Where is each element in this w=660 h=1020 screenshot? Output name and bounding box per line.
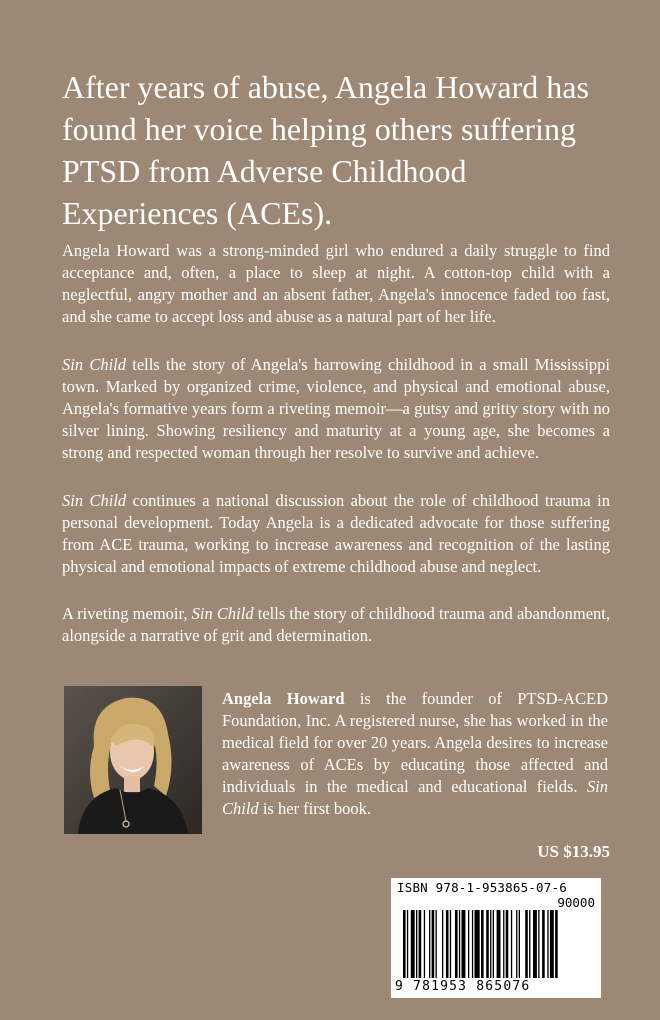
price: US $13.95 — [537, 842, 610, 861]
book-title: Sin Child — [62, 491, 127, 510]
author-portrait-image — [64, 686, 202, 834]
paragraph-text: tells the story of Angela's harrowing childhood in a small Mississippi town. Marked by organized crime, violence, and physical and emotional abuse, Angela's formative years form a riveting memoir—a gutsy and gritty story with no silver lining. Showing resiliency and maturity at a young age, she becomes a strong and respected woman through her resolve to survive and achieve. — [62, 355, 610, 462]
book-title: Sin Child — [191, 604, 254, 623]
headline: After years of abuse, Angela Howard has found her voice helping others suffering PTSD from Adverse Childhood Experiences (ACEs). — [62, 69, 589, 231]
isbn-barcode — [391, 878, 601, 998]
author-name: Angela Howard — [222, 689, 345, 708]
paragraph-lead: A riveting memoir, — [62, 604, 192, 623]
paragraph-text: tells the story of childhood trauma and abandonment, alongside a narrative of grit and determination. — [62, 604, 610, 645]
book-title: Sin Child — [222, 777, 608, 818]
description-paragraph-3 — [62, 490, 610, 578]
author-bio-text: is the founder of PTSD-ACED Foundation, Inc. A registered nurse, she has worked in the medical field for over 20 years. Angela desires to increase awareness of ACEs by educating those affected and individuals in the medical and educational fields. — [222, 689, 608, 796]
book-title: Sin Child — [62, 355, 126, 374]
ean-digits: 9 781953 865076 — [395, 979, 531, 994]
barcode-bars — [403, 910, 593, 978]
description-paragraph-1: Angela Howard was a strong-minded girl who endured a daily struggle to find acceptance and, often, a place to sleep at night. A cotton-top child with a neglectful, angry mother and an absent father, Angela's innocence faded too fast, and she came to accept loss and abuse as a natural part of her life. — [62, 241, 610, 326]
author-photo — [64, 686, 202, 834]
description-paragraph-4 — [62, 603, 610, 647]
author-bio — [222, 688, 608, 820]
paragraph-text: continues a national discussion about the role of childhood trauma in personal development. Today Angela is a dedicated advocate for those suffering from ACE trauma, working to increase awareness and recognition of the lasting physical and emotional impacts of extreme childhood abuse and neglect. — [62, 491, 610, 576]
addon-code: 90000 — [557, 895, 595, 910]
isbn-number: ISBN 978-1-953865-07-6 — [397, 880, 567, 895]
author-bio-text: is her first book. — [258, 799, 371, 818]
description-paragraph-2 — [62, 354, 610, 464]
